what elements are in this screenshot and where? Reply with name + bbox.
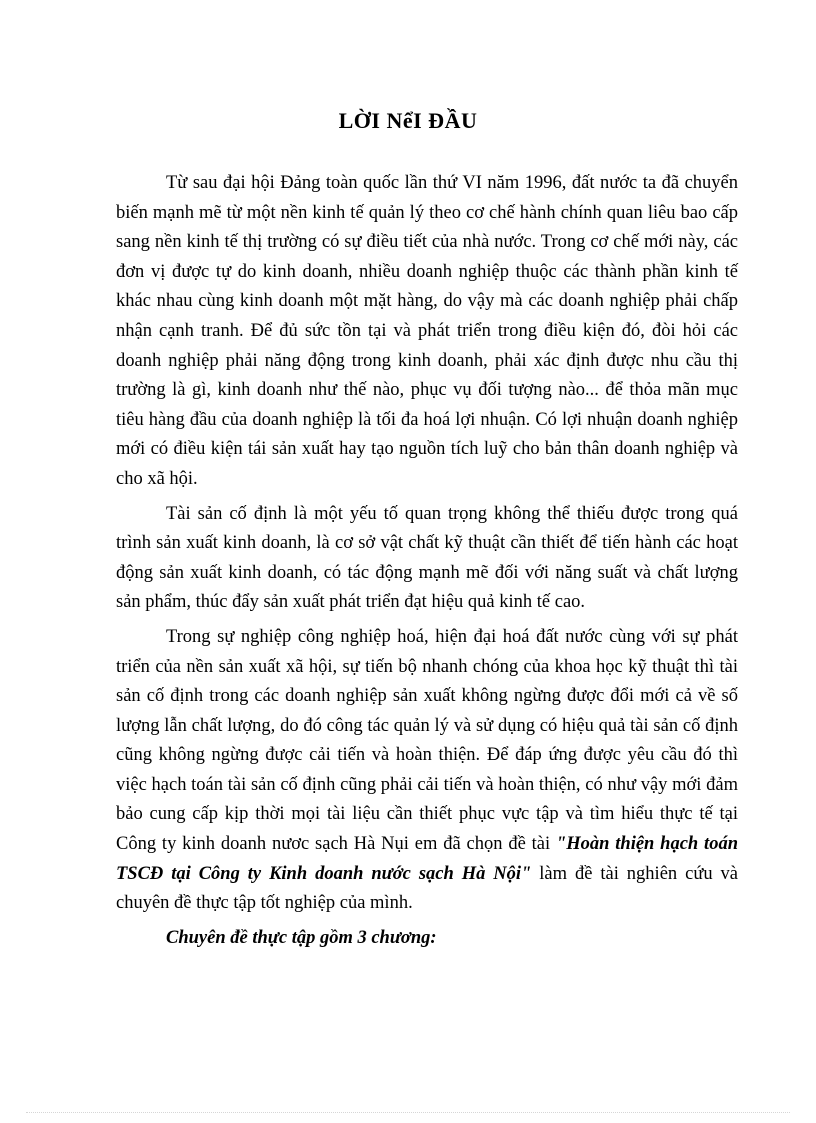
paragraph-3-ending: làm đề tài nghiên cứu và chuyên đề thực tập tốt nghiệp của mình.	[116, 863, 738, 914]
paragraph-3-text: Trong sự nghiệp công nghiệp hoá, hiện đại hoá đất nước cùng với sự phát triển của nền sản xuất xã hội, sự tiến bộ nhanh chóng của khoa học kỹ thuật thì tài sản cố định trong các doanh nghiệp sản xuất không ngừng được đổi mới cả về số lượng lẫn chất lượng, do đó công tác quản lý và sử dụng có hiệu quả tài sản cố định cũng không ngừng được cải tiến và hoàn thiện. Để đáp ứng được yêu cầu đó thì việc hạch toán tài sản cố định cũng phải cải tiến và hoàn thiện, có như vậy mới đảm bảo cung cấp kịp thời mọi tài liệu cần thiết phục vực tập và tìm hiểu thực tế tại Công ty kinh doanh nươc sạch Hà Nụi em đã chọn đề tài	[116, 626, 738, 855]
page-title: LỜI NểI ĐẦU	[338, 108, 478, 133]
chapters-heading: Chuyên đề thực tập gồm 3 chương:	[166, 927, 437, 948]
page-bottom-divider	[26, 1112, 790, 1113]
paragraph-3	[116, 623, 738, 919]
thesis-topic: "Hoàn thiện hạch toán TSCĐ tại Công ty Kinh doanh nước sạch Hà Nội"	[116, 834, 738, 884]
paragraph-1: Từ sau đại hội Đảng toàn quốc lần thứ VI năm 1996, đất nước ta đã chuyển biến mạnh mẽ từ một nền kinh tế quản lý theo cơ chế hành chính quan liêu bao cấp sang nền kinh tế thị trường có sự điều tiết của nhà nước. Trong cơ chế mới này, các đơn vị được tự do kinh doanh, nhiều doanh nghiệp thuộc các thành phần kinh tế khác nhau cùng kinh doanh một mặt hàng, do vậy mà các doanh nghiệp phải chấp nhận cạnh tranh. Để đủ sức tồn tại và phát triển trong điều kiện đó, đòi hỏi các doanh nghiệp phải năng động trong kinh doanh, phải xác định được nhu cầu thị trường là gì, kinh doanh như thế nào, phục vụ đối tượng nào... để thỏa mãn mục tiêu hàng đầu của doanh nghiệp là tối đa hoá lợi nhuận. Có lợi nhuận doanh nghiệp mới có điều kiện tái sản xuất hay tạo nguồn tích luỹ cho bản thân doanh nghiệp và cho xã hội.	[116, 173, 738, 489]
document-body	[116, 169, 738, 953]
paragraph-2: Tài sản cố định là một yếu tố quan trọng không thể thiếu được trong quá trình sản xuất kinh doanh, là cơ sở vật chất kỹ thuật cần thiết để tiến hành các hoạt động sản xuất kinh doanh, có tác động mạnh mẽ đối với năng suất và chất lượng sản phẩm, thúc đẩy sản xuất phát triển đạt hiệu quả kinh tế cao.	[116, 503, 738, 613]
